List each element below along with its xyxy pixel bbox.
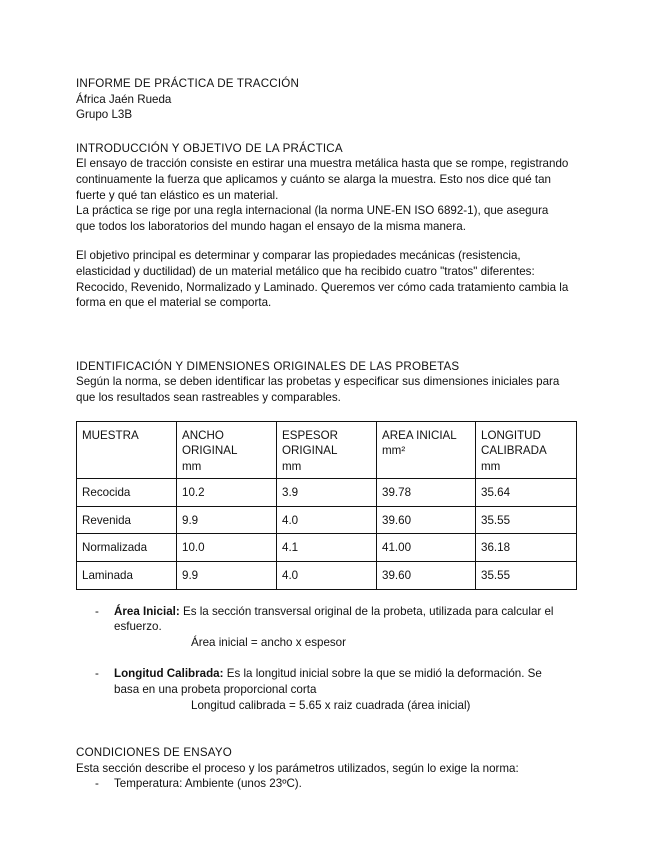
header-text: AREA INICIAL bbox=[382, 428, 457, 442]
table-header-row bbox=[77, 421, 577, 479]
table-cell: 41.00 bbox=[377, 534, 476, 562]
table-cell: 39.60 bbox=[377, 506, 476, 534]
definition-text: esfuerzo. bbox=[114, 620, 162, 634]
formula-longitud: Longitud calibrada = 5.65 x raiz cuadrada (área inicial) bbox=[191, 698, 471, 712]
header-text: CALIBRADA bbox=[481, 444, 547, 458]
header-ancho bbox=[177, 421, 277, 479]
table-cell: 9.9 bbox=[177, 562, 277, 590]
header-longitud bbox=[476, 421, 577, 479]
header-espesor bbox=[277, 421, 377, 479]
table-row bbox=[77, 506, 577, 534]
table-row bbox=[77, 562, 577, 590]
header-text: ORIGINAL bbox=[282, 444, 338, 458]
term-area-inicial: Área Inicial: bbox=[114, 604, 180, 618]
header-area bbox=[377, 421, 476, 479]
intro-paragraph-2 bbox=[76, 203, 581, 234]
table-cell: 35.64 bbox=[476, 479, 577, 507]
text-line: fuerte y qué tan elástico es un material. bbox=[76, 188, 279, 202]
table-row bbox=[77, 479, 577, 507]
term-longitud-calibrada: Longitud Calibrada: bbox=[114, 667, 224, 681]
table-cell: 36.18 bbox=[476, 534, 577, 562]
header-unit: mm bbox=[481, 459, 501, 473]
table-row bbox=[77, 534, 577, 562]
text-line: elasticidad y ductilidad) de un material metálico que ha recibido cuatro "tratos" diferentes: bbox=[76, 264, 535, 278]
table-cell: 35.55 bbox=[476, 506, 577, 534]
header-unit: mm² bbox=[382, 444, 406, 458]
table-cell: Normalizada bbox=[77, 534, 177, 562]
text-line: Recocido, Revenido, Normalizado y Laminado. Queremos ver cómo cada tratamiento cambia la bbox=[76, 280, 569, 294]
text-line: forma en que el material se comporta. bbox=[76, 296, 272, 310]
definition-text: basa en una probeta proporcional corta bbox=[114, 683, 317, 697]
header-unit: mm bbox=[182, 459, 202, 473]
header-text: LONGITUD bbox=[481, 428, 541, 442]
definition-text: Es la longitud inicial sobre la que se midió la deformación. Se bbox=[223, 667, 542, 681]
condition-temperature: Temperatura: Ambiente (unos 23ºC). bbox=[114, 777, 302, 791]
table-cell: Laminada bbox=[77, 562, 177, 590]
group-label: Grupo L3B bbox=[76, 108, 133, 122]
header-text: ANCHO bbox=[182, 428, 224, 442]
dash-bullet: - bbox=[95, 667, 99, 681]
text-line: El ensayo de tracción consiste en estirar una muestra metálica hasta que se rompe, registrando bbox=[76, 157, 569, 171]
table-cell: 4.0 bbox=[277, 506, 377, 534]
intro-heading: INTRODUCCIÓN Y OBJETIVO DE LA PRÁCTICA bbox=[76, 141, 343, 155]
text-line: que los resultados sean rastreables y comparables. bbox=[76, 390, 341, 404]
specimen-table bbox=[76, 421, 577, 590]
table-cell: 4.1 bbox=[277, 534, 377, 562]
table-cell: 10.2 bbox=[177, 479, 277, 507]
intro-paragraph-1 bbox=[76, 156, 581, 203]
document-page bbox=[76, 76, 581, 792]
identification-heading: IDENTIFICACIÓN Y DIMENSIONES ORIGINALES DE LAS PROBETAS bbox=[76, 359, 460, 373]
table-cell: 39.78 bbox=[377, 479, 476, 507]
table-cell: 4.0 bbox=[277, 562, 377, 590]
text-line: El objetivo principal es determinar y comparar las propiedades mecánicas (resistencia, bbox=[76, 249, 521, 263]
definitions-list bbox=[76, 666, 581, 713]
header-unit: mm bbox=[282, 459, 302, 473]
table-cell: Revenida bbox=[77, 506, 177, 534]
conditions-list bbox=[76, 776, 581, 792]
intro-paragraph-3 bbox=[76, 248, 581, 310]
dash-bullet: - bbox=[95, 604, 99, 618]
text-line: continuamente la fuerza que aplicamos y cuánto se alarga la muestra. Esto nos dice qué tan bbox=[76, 172, 551, 186]
text-line: Según la norma, se deben identificar las probetas y especificar sus dimensiones iniciales para bbox=[76, 375, 560, 389]
table-cell: 10.0 bbox=[177, 534, 277, 562]
table-cell: 35.55 bbox=[476, 562, 577, 590]
list-item bbox=[76, 776, 581, 792]
formula-area: Área inicial = ancho x espesor bbox=[191, 635, 346, 649]
table-cell: Recocida bbox=[77, 479, 177, 507]
header-muestra bbox=[77, 421, 177, 479]
definition-text: Es la sección transversal original de la probeta, utilizada para calcular el bbox=[179, 604, 554, 618]
list-item bbox=[76, 604, 581, 651]
header-text: ESPESOR bbox=[282, 428, 339, 442]
text-line: La práctica se rige por una regla internacional (la norma UNE-EN ISO 6892-1), que asegura bbox=[76, 204, 549, 218]
report-title: INFORME DE PRÁCTICA DE TRACCIÓN bbox=[76, 77, 300, 90]
header-text: MUESTRA bbox=[82, 428, 139, 442]
table-cell: 9.9 bbox=[177, 506, 277, 534]
conditions-paragraph: Esta sección describe el proceso y los parámetros utilizados, según lo exige la norma: bbox=[76, 761, 519, 775]
conditions-heading: CONDICIONES DE ENSAYO bbox=[76, 746, 233, 760]
table-cell: 3.9 bbox=[277, 479, 377, 507]
list-item bbox=[76, 666, 581, 713]
header-text: ORIGINAL bbox=[182, 444, 238, 458]
author-name: África Jaén Rueda bbox=[76, 92, 172, 106]
definitions-list bbox=[76, 604, 581, 651]
identification-paragraph bbox=[76, 374, 581, 405]
dash-bullet: - bbox=[95, 777, 99, 791]
table-cell: 39.60 bbox=[377, 562, 476, 590]
text-line: que todos los laboratorios del mundo hagan el ensayo de la misma manera. bbox=[76, 219, 466, 233]
